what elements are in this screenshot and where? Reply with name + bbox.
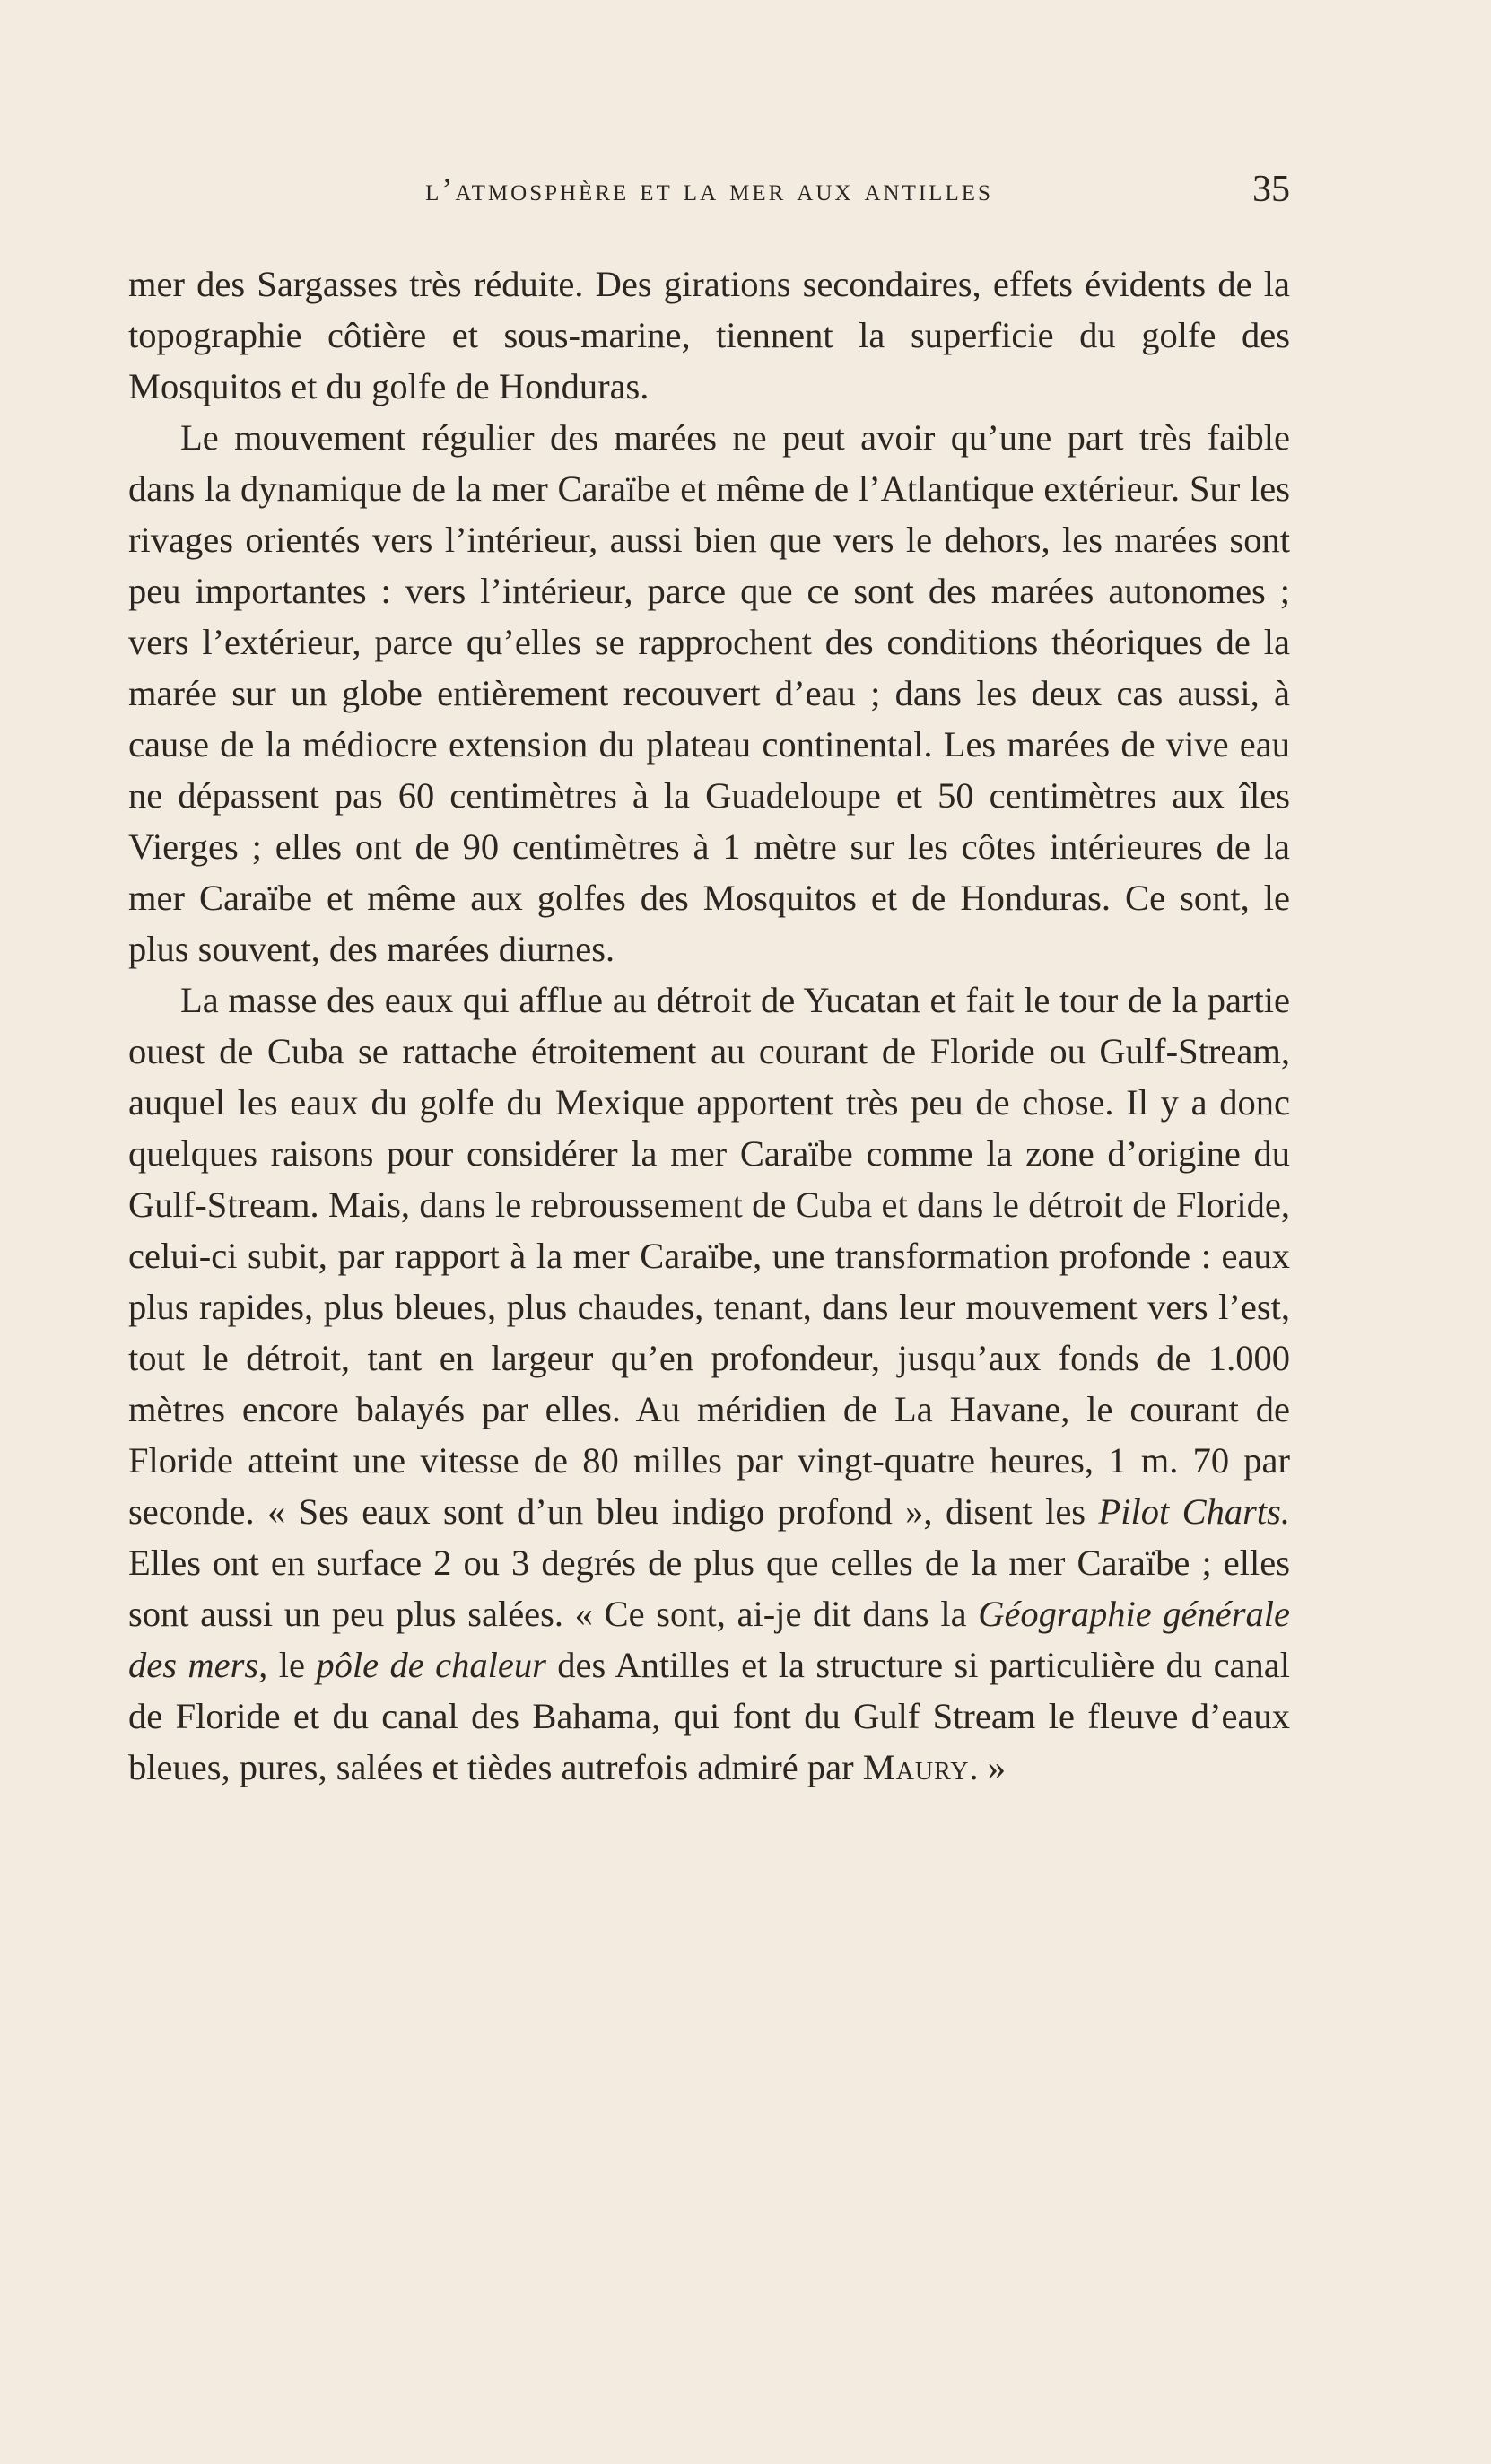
paragraph-1: mer des Sargasses très réduite. Des girations secondaires, effets évidents de la topographie côtière et sous-marine, tiennent la superficie du golfe des Mosquitos et du golfe de Honduras.: [128, 264, 1290, 406]
paragraph-2: Le mouvement régulier des marées ne peut avoir qu’une part très faible dans la dynamique de la mer Caraïbe et même de l’Atlantique extérieur. Sur les rivages orientés vers l’intérieur, aussi bien que vers le dehors, les marées sont peu importantes : vers l’intérieur, parce que ce sont des marées autonomes ; vers l’extérieur, parce qu’elles se rapprochent des conditions théoriques de la marée sur un globe entièrement recouvert d’eau ; dans les deux cas aussi, à cause de la médiocre extension du plateau continental. Les marées de vive eau ne dépassent pas 60 centimètres à la Guadeloupe et 50 centimètres aux îles Vierges ; elles ont de 90 centimètres à 1 mètre sur les côtes intérieures de la mer Caraïbe et même aux golfes des Mosquitos et de Honduras. Ce sont, le plus souvent, des marées diurnes.: [128, 417, 1290, 969]
page-number: 35: [1252, 169, 1290, 210]
paragraph-3-part-c: le: [267, 1645, 317, 1685]
pole-de-chaleur-phrase: pôle de chaleur: [316, 1645, 546, 1685]
paragraph-3-part-e: . »: [969, 1747, 1006, 1787]
maury-name: Maury: [862, 1747, 970, 1787]
paragraph-3-part-a: La masse des eaux qui afflue au détroit de Yucatan et fait le tour de la partie ouest de Cuba se rattache étroitement au courant de Floride ou Gulf-Stream, auquel les eaux du golfe du Mexique apportent très peu de chose. Il y a donc quelques raisons pour considérer la mer Caraïbe comme la zone d’origine du Gulf-Stream. Mais, dans le rebroussement de Cuba et dans le détroit de Floride, celui-ci subit, par rapport à la mer Caraïbe, une transformation profonde : eaux plus rapides, plus bleues, plus chaudes, tenant, dans leur mouvement vers l’est, tout le détroit, tant en largeur qu’en profondeur, jusqu’aux fonds de 1.000 mètres encore balayés par elles. Au méridien de La Havane, le courant de Floride atteint une vitesse de 80 milles par vingt-quatre heures, 1 m. 70 par seconde. « Ses eaux sont d’un bleu indigo profond », disent les: [128, 980, 1290, 1532]
geographie-generale-title: Géographie générale des mers,: [128, 1594, 1290, 1685]
body-text: [128, 258, 1290, 1793]
paragraph-3-part-b: Elles ont en surface 2 ou 3 degrés de plus que celles de la mer Caraïbe ; elles sont aussi un peu plus salées. « Ce sont, ai-je dit dans la: [128, 1542, 1290, 1634]
running-head: l’atmosphère et la mer aux antilles: [425, 171, 993, 207]
page-header: [128, 170, 1290, 224]
pilot-charts-title: Pilot Charts.: [1098, 1491, 1290, 1532]
paragraph-3: [128, 974, 1290, 1793]
paragraph-3-part-d: des Antilles et la structure si particulière du canal de Floride et du canal des Bahama, qui font du Gulf Stream le fleuve d’eaux bleues, pures, salées et tièdes autrefois admiré par: [128, 1645, 1291, 1787]
